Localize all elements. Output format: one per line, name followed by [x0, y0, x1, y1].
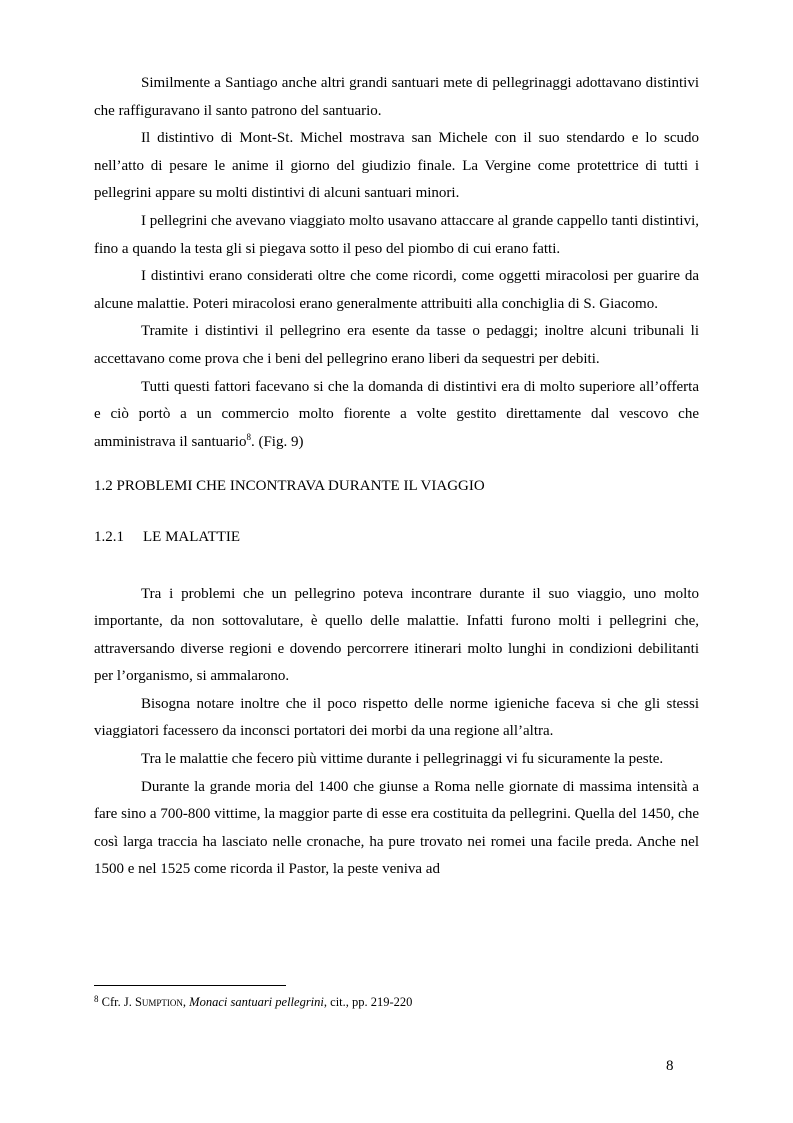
footnote-number: 8: [94, 994, 99, 1004]
subsection-heading: [94, 524, 699, 552]
footnote-author: Sumption: [134, 995, 183, 1009]
paragraph: Tra le malattie che fecero più vittime durante i pellegrinaggi vi fu sicuramente la peste.: [141, 751, 664, 768]
footnote: [94, 994, 412, 1010]
paragraph: Similmente a Santiago anche altri grandi santuari mete di pellegrinaggi adottavano distintivi che raffiguravano il santo patrono del santuario.: [94, 75, 699, 119]
paragraph: Durante la grande moria del 1400 che giunse a Roma nelle giornate di massima intensità a fare sino a 700-800 vittime, la maggior parte di esse era costituita da pellegrini. Quella del 1450, che così larga traccia ha lasciato nelle cronache, ha pure trovato nei romei una facile preda. Anche nel 1500 e nel 1525 come ricorda il Pastor, la peste veniva ad: [94, 778, 699, 878]
paragraph-text: Tutti questi fattori facevano si che la domanda di distintivi era di molto superiore all’offerta e ciò portò a un commercio molto fiorente a volte gestito direttamente dal vescovo che amministrava il santuario: [94, 378, 699, 450]
paragraph: Tra i problemi che un pellegrino poteva incontrare durante il suo viaggio, uno molto importante, da non sottovalutare, è quello delle malattie. Infatti furono molti i pellegrini che, attraversando diverse regioni e dovendo percorrere itinerari molto lunghi in condizioni debilitanti per l’organismo, si ammalarono.: [94, 585, 699, 685]
paragraph: Bisogna notare inoltre che il poco rispetto delle norme igieniche faceva si che gli stessi viaggiatori facessero da inconsci portatori dei morbi da una regione all’altra.: [94, 695, 699, 740]
paragraph-tail: . (Fig. 9): [250, 433, 304, 450]
footnote-reference: 8: [246, 431, 251, 442]
subsection-number: 1.2.1: [94, 528, 124, 545]
paragraph: I distintivi erano considerati oltre che come ricordi, come oggetti miracolosi per guarire da alcune malattie. Poteri miracolosi erano generalmente attribuiti alla conchiglia di S. Giacomo.: [94, 268, 699, 312]
paragraph: [94, 374, 699, 457]
footnote-suffix: , cit., pp. 219-220: [323, 995, 413, 1009]
paragraph: I pellegrini che avevano viaggiato molto usavano attaccare al grande cappello tanti distintivi, fino a quando la testa gli si piegava sotto il peso del piombo di cui erano fatti.: [94, 212, 699, 257]
footnote-separator-text: ,: [182, 995, 190, 1009]
paragraph: Tramite i distintivi il pellegrino era esente da tasse o pedaggi; inoltre alcuni tribunali li accettavano come prova che i beni del pellegrino erano liberi da sequestri per debiti.: [94, 323, 699, 367]
paragraph: Il distintivo di Mont-St. Michel mostrava san Michele con il suo stendardo e lo scudo nell’atto di pesare le anime il giorno del giudizio finale. La Vergine come protettrice di tutti i pellegrini appare su molti distintivi di alcuni santuari minori.: [94, 130, 699, 202]
section-heading: 1.2 PROBLEMI CHE INCONTRAVA DURANTE IL VIAGGIO: [94, 478, 485, 495]
footnote-separator: [94, 985, 286, 986]
footnote-title: Monaci santuari pellegrini: [189, 995, 324, 1009]
subsection-title: LE MALATTIE: [143, 528, 241, 545]
footnote-prefix: Cfr. J.: [101, 995, 135, 1009]
page-number: 8: [666, 1058, 674, 1074]
page-body: [94, 70, 699, 884]
